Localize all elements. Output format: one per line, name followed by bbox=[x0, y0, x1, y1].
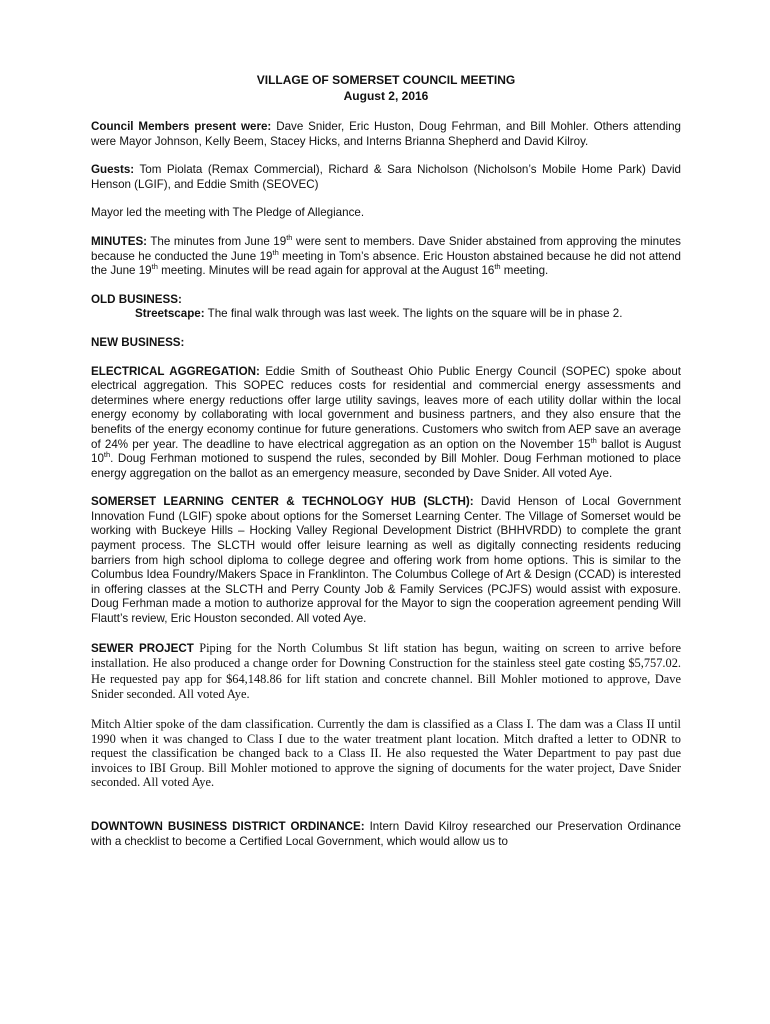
document-title: VILLAGE OF SOMERSET COUNCIL MEETING bbox=[256, 73, 516, 87]
minutes-label: MINUTES: bbox=[91, 234, 148, 248]
minutes-sup-1: th bbox=[286, 233, 293, 243]
electrical-sup-2: th bbox=[103, 450, 111, 460]
downtown-ordinance-paragraph bbox=[91, 820, 681, 849]
old-business-heading: OLD BUSINESS: bbox=[91, 292, 182, 306]
minutes-text-5: meeting. bbox=[500, 264, 549, 278]
minutes-text-4: meeting. Minutes will be read again for approval at the August 16 bbox=[157, 264, 495, 278]
council-members-paragraph bbox=[91, 120, 681, 149]
downtown-ordinance-label: DOWNTOWN BUSINESS DISTRICT ORDINANCE: bbox=[91, 819, 365, 833]
minutes-text-3: meeting in Tom’s absence. Eric Houston abstained because he did not attend the June 19 bbox=[91, 249, 681, 278]
electrical-text-2: ballot is August 10 bbox=[91, 437, 681, 466]
new-business-heading: NEW BUSINESS: bbox=[91, 335, 185, 349]
pledge-paragraph: Mayor led the meeting with The Pledge of Allegiance. bbox=[91, 206, 365, 220]
guests-paragraph bbox=[91, 163, 681, 192]
electrical-aggregation-paragraph bbox=[91, 365, 681, 482]
electrical-aggregation-label: ELECTRICAL AGGREGATION: bbox=[91, 364, 260, 378]
downtown-ordinance-text: Intern David Kilroy researched our Preservation Ordinance with a checklist to become a Certified Local Government, which would allow us to bbox=[91, 819, 681, 848]
minutes-sup-2: th bbox=[272, 247, 279, 257]
minutes-sup-3: th bbox=[151, 262, 158, 272]
slcth-text: David Henson of Local Government Innovation Fund (LGIF) spoke about options for the Somerset Learning Center. The Village of Somerset would be working with Buckeye Hills – Hocking Valley Regional Development District (BHHVRDD) to complete the grant payment process. The SLCTH would offer leisure learning as well as digitally connecting residents reducing barriers from high school diploma to college degree and offering work from home options. This is similar to the Columbus Idea Foundry/Makers Space in Franklinton. The Columbus College of Art & Design (CCAD) is interested in offering classes at the SLCTH and Perry County Job & Family Services (PCJFS) would assist with exposure. Doug Ferhman made a motion to authorize approval for the Mayor to sign the cooperation agreement pending Will Flautt’s review, Eric Houston seconded. All voted Aye. bbox=[91, 495, 681, 626]
council-members-text: Dave Snider, Eric Huston, Doug Fehrman, and Bill Mohler. Others attending were Mayor Johnson, Kelly Beem, Stacey Hicks, and Interns Brianna Shepherd and David Kilroy. bbox=[91, 120, 681, 148]
slcth-paragraph bbox=[91, 495, 681, 626]
streetscape-text: The final walk through was last week. The lights on the square will be in phase 2. bbox=[204, 307, 623, 321]
streetscape-label: Streetscape: bbox=[135, 307, 205, 321]
electrical-sup-1: th bbox=[590, 435, 597, 445]
minutes-paragraph bbox=[91, 235, 681, 279]
document-page bbox=[91, 72, 681, 849]
electrical-text-3: . Doug Ferhman motioned to suspend the rules, seconded by Bill Mohler. Doug Ferhman motioned to place energy aggregation on the ballot as an emergency measure, seconded by Dave Snider. All voted Aye. bbox=[91, 452, 681, 480]
dam-classification-paragraph: Mitch Altier spoke of the dam classification. Currently the dam is classified as a Class I. The dam was a Class II until 1990 when it was changed to Class I due to the water treatment plant location. Mitch drafted a letter to ODNR to request the classification be changed back to a Class II. He also requested the Water Department to pay past due invoices to IBI Group. Bill Mohler motioned to approve the signing of documents for the water project, Dave Snider seconded. All voted Aye. bbox=[91, 717, 681, 790]
sewer-project-paragraph bbox=[91, 641, 681, 703]
meeting-date: August 2, 2016 bbox=[343, 89, 429, 103]
sewer-project-label: SEWER PROJECT bbox=[91, 641, 194, 655]
minutes-text-2: were sent to members. Dave Snider abstained from approving the minutes because he conducted the June 19 bbox=[91, 234, 681, 263]
streetscape-paragraph bbox=[91, 307, 681, 322]
council-members-label: Council Members present were: bbox=[91, 120, 272, 133]
sewer-project-text: Piping for the North Columbus St lift station has begun, waiting on screen to arrive before installation. He also produced a change order for Downing Construction for the stainless steel gate costing $5,757.02. He requested pay app for $64,148.86 for lift station and concrete channel. Bill Mohler motioned to approve, Dave Snider seconded. All voted Aye. bbox=[91, 640, 681, 702]
guests-label: Guests: bbox=[91, 163, 135, 177]
electrical-text-1: Eddie Smith of Southeast Ohio Public Energy Council (SOPEC) spoke about electrical aggregation. This SOPEC reduces costs for residential and commercial energy assessments and determines where energy reductions offer large utility savings, leaves more of each utility dollar within the local energy economy by collaborating with local government and business partners, and they also ensure that the benefits of the energy economy continue for future generations. Customers who switch from AEP save an average of 24% per year. The deadline to have electrical aggregation as an option on the November 15 bbox=[91, 364, 681, 451]
minutes-text-1: The minutes from June 19 bbox=[147, 234, 287, 248]
guests-text: Tom Piolata (Remax Commercial), Richard & Sara Nicholson (Nicholson’s Mobile Home Park) David Henson (LGIF), and Eddie Smith (SEOVEC) bbox=[91, 163, 681, 191]
slcth-label: SOMERSET LEARNING CENTER & TECHNOLOGY HUB (SLCTH): bbox=[91, 495, 474, 509]
minutes-sup-4: th bbox=[494, 262, 501, 272]
